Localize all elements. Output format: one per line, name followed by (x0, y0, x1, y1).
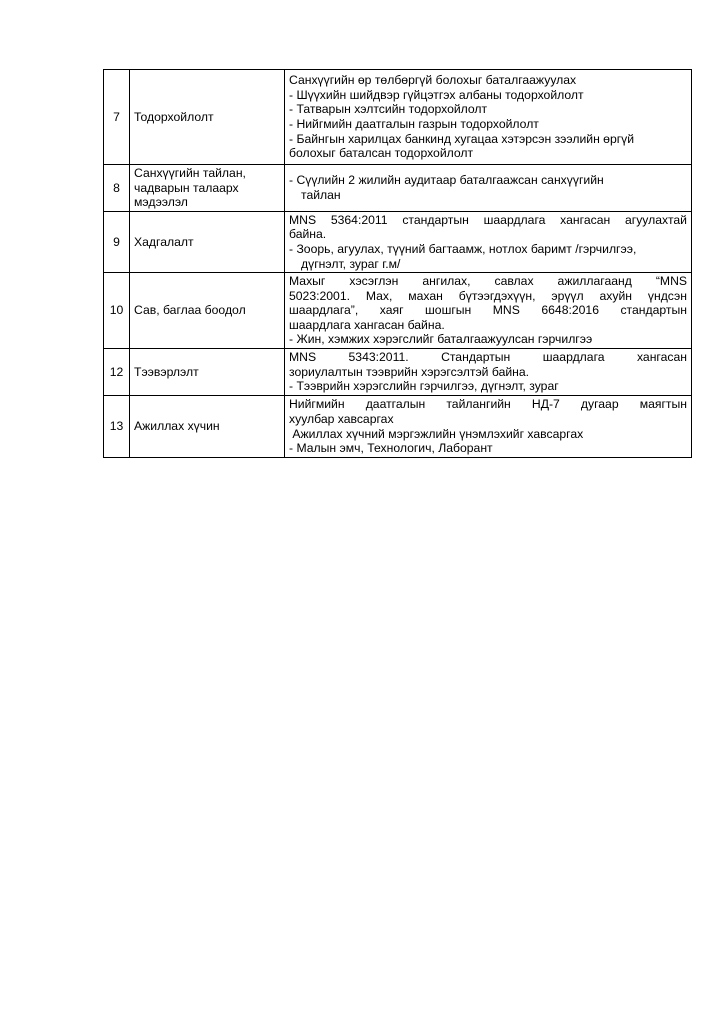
requirement-line: дүгнэлт, зураг г.м/ (301, 256, 401, 271)
table-row (104, 165, 692, 212)
row-number: 10 (104, 273, 130, 349)
requirement-line: зориулалтын тээврийн хэрэгсэлтэй байна. (289, 364, 530, 379)
row-title: Ажиллах хүчин (130, 396, 285, 458)
requirement-line: - Татварын хэлтсийн тодорхойлолт (289, 102, 488, 117)
row-requirements (285, 165, 692, 212)
row-number: 8 (104, 165, 130, 212)
requirement-line: - Шүүхийн шийдвэр гүйцэтгэх албаны тодорхойлолт (289, 87, 584, 102)
requirement-line: болохыг баталсан тодорхойлолт (289, 146, 474, 161)
requirement-line: шаардлага хангасан байна. (289, 317, 445, 332)
row-requirements (285, 396, 692, 458)
table-row (104, 212, 692, 273)
requirement-line: Нийгмийн даатгалын тайлангийн НД-7 дугаар маягтын (289, 397, 687, 412)
table-row (104, 273, 692, 349)
row-number: 7 (104, 70, 130, 165)
requirement-line: MNS 5343:2011. Стандартын шаардлага хангасан (289, 350, 687, 365)
requirement-line: шаардлага”, хаяг шошгын MNS 6648:2016 стандартын (289, 303, 687, 318)
requirement-line: байна. (289, 227, 327, 242)
requirement-line: - Байнгын харилцах банкинд хугацаа хэтэрсэн зээлийн өргүй (289, 131, 635, 146)
row-number: 9 (104, 212, 130, 273)
row-title: Хадгалалт (130, 212, 285, 273)
row-title: Санхүүгийн тайлан, чадварын талаарх мэдээлэл (130, 165, 285, 212)
requirement-line: Санхүүгийн өр төлбөргүй болохыг баталгаажуулах (289, 73, 577, 88)
table-row (104, 349, 692, 396)
requirement-line: тайлан (301, 188, 341, 202)
table-row (104, 396, 692, 458)
requirement-line: хуулбар хавсаргах (289, 411, 394, 426)
requirement-line: - Малын эмч, Технологич, Лаборант (289, 441, 493, 456)
requirement-line: Махыг хэсэглэн ангилах, савлах ажиллагаанд “MNS (289, 274, 687, 289)
row-number: 13 (104, 396, 130, 458)
row-requirements (285, 70, 692, 165)
row-requirements (285, 212, 692, 273)
table-row (104, 70, 692, 165)
requirement-line: MNS 5364:2011 стандартын шаардлага хангасан агуулахтай (289, 212, 687, 227)
requirement-line: - Зоорь, агуулах, түүний багтаамж, нотлох баримт /гэрчилгээ, (289, 242, 637, 256)
requirement-line: - Тээврийн хэрэгслийн гэрчилгээ, дүгнэлт, зураг (289, 379, 559, 394)
row-requirements (285, 273, 692, 349)
requirement-line: - Жин, хэмжих хэрэгслийг баталгаажуулсан гэрчилгээ (289, 332, 593, 347)
row-title: Тодорхойлолт (130, 70, 285, 165)
row-title: Тээвэрлэлт (130, 349, 285, 396)
row-requirements (285, 349, 692, 396)
requirement-line: - Сүүлийн 2 жилийн аудитаар баталгаажсан санхүүгийн (289, 173, 604, 188)
row-number: 12 (104, 349, 130, 396)
requirement-line: Ажиллах хүчний мэргэжлийн үнэмлэхийг хавсаргах (289, 426, 584, 441)
requirement-line: 5023:2001. Мах, махан бүтээгдэхүүн, эрүүл ахуйн үндсэн (289, 288, 687, 303)
requirements-table (103, 69, 692, 458)
row-title: Сав, баглаа боодол (130, 273, 285, 349)
requirement-line: - Нийгмийн даатгалын газрын тодорхойлолт (289, 117, 539, 131)
